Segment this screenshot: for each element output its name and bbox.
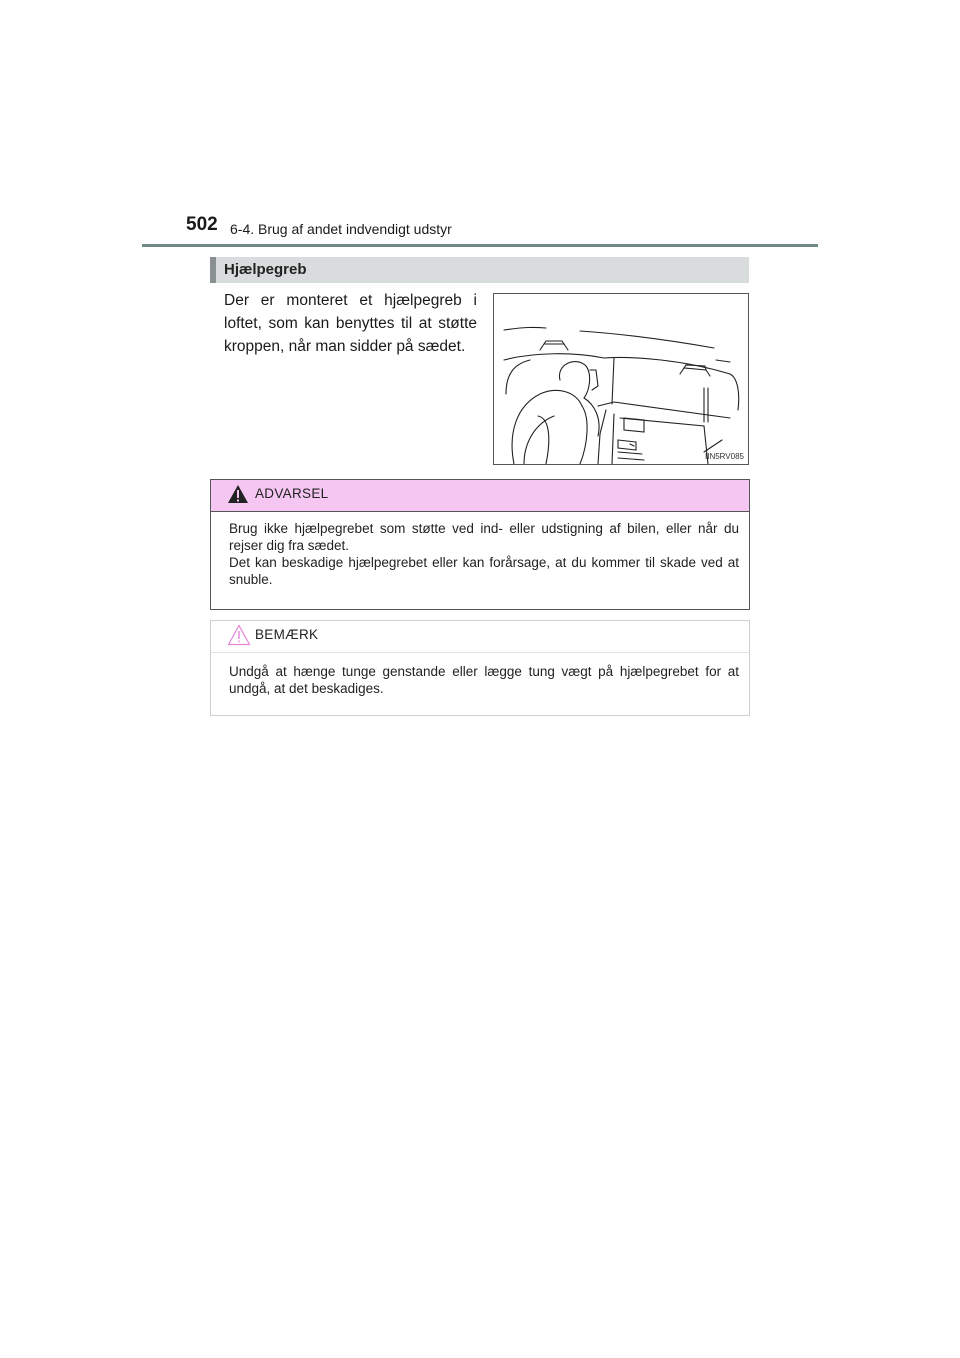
warning-header: [211, 480, 749, 512]
warning-title: ADVARSEL: [255, 486, 329, 501]
notice-title: BEMÆRK: [255, 627, 319, 642]
page-number: 502: [186, 214, 218, 235]
section-title: 6-4. Brug af andet indvendigt udstyr: [230, 221, 452, 237]
warning-paragraph: Brug ikke hjælpegrebet som støtte ved ind- eller udstigning af bilen, eller når du rejser dig fra sædet.: [229, 521, 739, 553]
warning-triangle-icon: [227, 484, 249, 504]
car-interior-drawing: [494, 294, 748, 464]
warning-box: [210, 479, 750, 610]
figure-code: IIN5RV085: [705, 452, 744, 461]
caution-triangle-icon: [227, 624, 251, 646]
notice-box: [210, 620, 750, 716]
header-rule: [142, 244, 818, 247]
notice-header: [211, 621, 749, 653]
warning-text: [211, 520, 749, 588]
notice-text: Undgå at hænge tunge genstande eller lægge tung vægt på hjælpegrebet for at undgå, at det beskadiges.: [229, 664, 739, 696]
warning-paragraph: Det kan beskadige hjælpegrebet eller kan forårsage, at du kommer til skade ved at snuble.: [229, 555, 739, 587]
assist-grip-illustration: [493, 293, 749, 465]
subheading: Hjælpegreb: [210, 257, 749, 283]
intro-text: Der er monteret et hjælpegreb i loftet, som kan benyttes til at støtte kroppen, når man sidder på sædet.: [224, 292, 477, 355]
